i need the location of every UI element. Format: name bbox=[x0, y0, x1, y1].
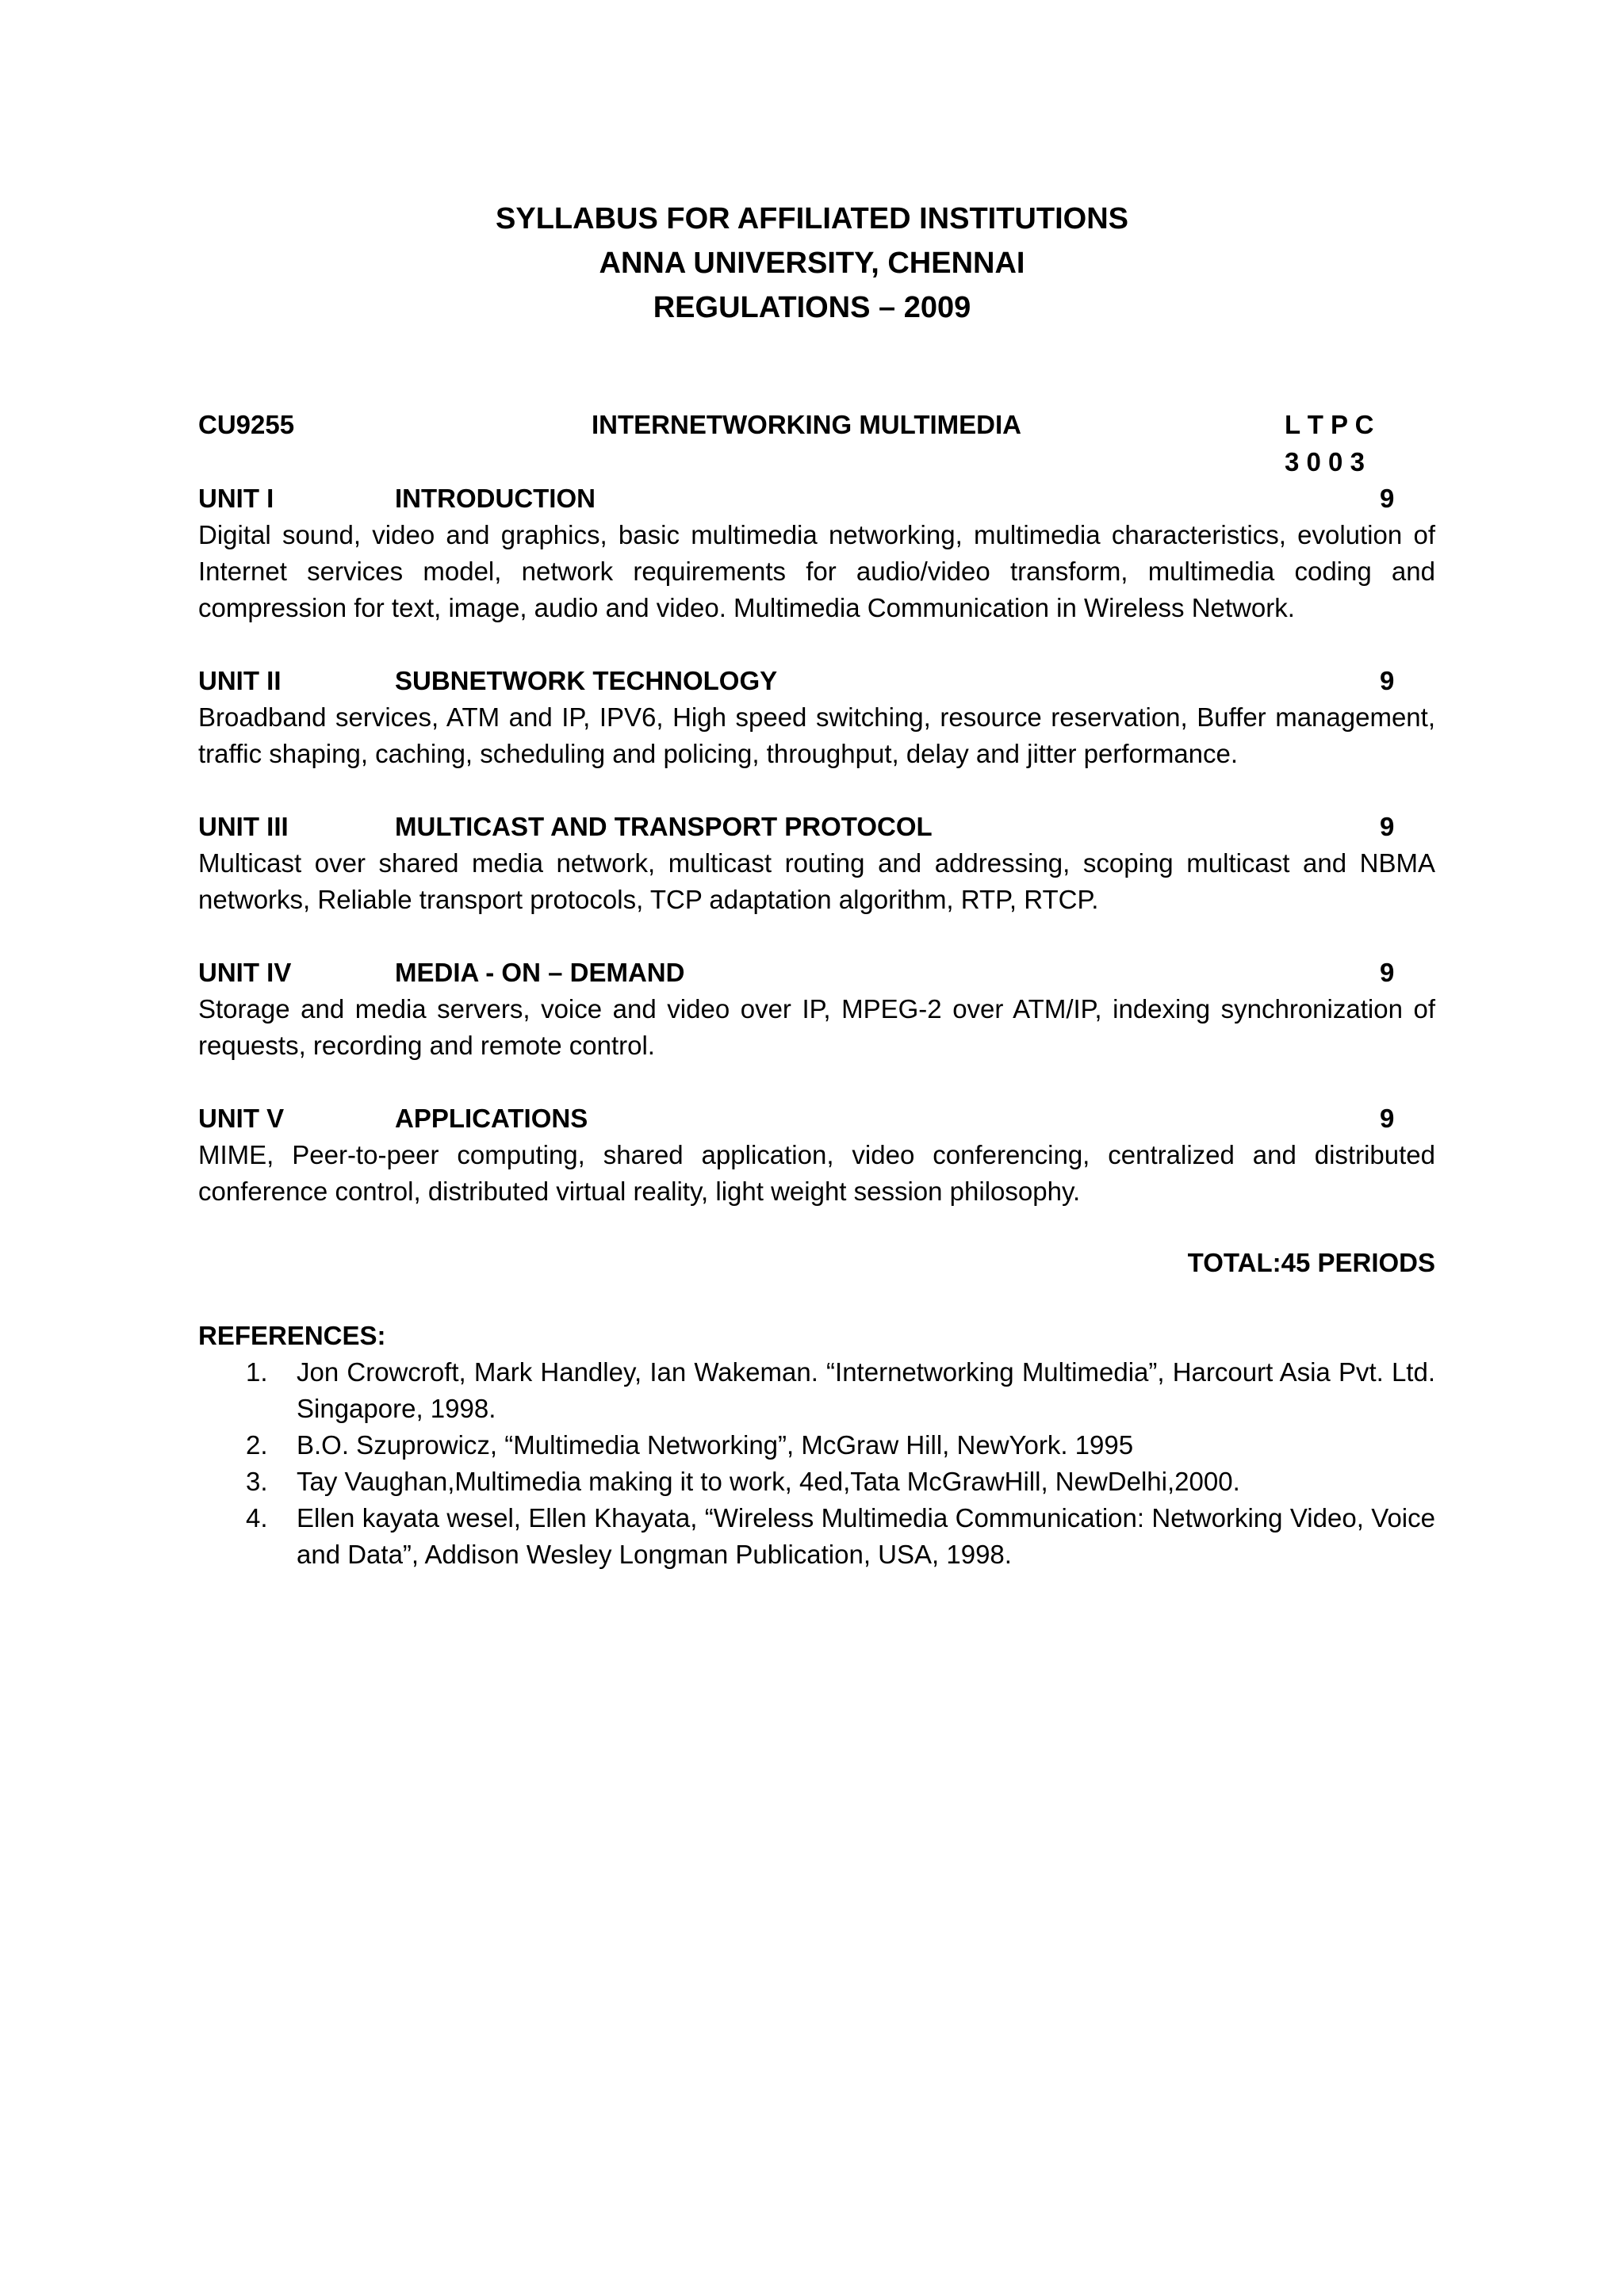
heading-regulations: REGULATIONS – 2009 bbox=[653, 291, 971, 324]
unit-hours: 9 bbox=[1380, 1104, 1395, 1133]
ltpc-values: 3 0 0 3 bbox=[1285, 447, 1365, 476]
references-heading: REFERENCES: bbox=[198, 1321, 386, 1350]
unit-hours: 9 bbox=[1380, 484, 1395, 513]
course-header bbox=[198, 406, 1435, 444]
unit-hours: 9 bbox=[1380, 666, 1395, 695]
unit-number: UNIT II bbox=[198, 666, 282, 695]
reference-text: Jon Crowcroft, Mark Handley, Ian Wakeman. “Internetworking Multimedia”, Harcourt Asia Pvt. Ltd. Singapore, 1998. bbox=[297, 1357, 1435, 1423]
unit-section bbox=[198, 663, 1435, 772]
reference-text: B.O. Szuprowicz, “Multimedia Networking”, McGraw Hill, NewYork. 1995 bbox=[297, 1430, 1134, 1460]
unit-title: INTRODUCTION bbox=[395, 484, 596, 513]
reference-item bbox=[198, 1427, 1435, 1464]
reference-item bbox=[198, 1464, 1435, 1500]
unit-description: Broadband services, ATM and IP, IPV6, High speed switching, resource reservation, Buffer management, traffic shaping, caching, scheduling and policing, throughput, delay and jitter performance. bbox=[198, 702, 1435, 768]
reference-number: 2. bbox=[246, 1430, 268, 1460]
syllabus-content bbox=[198, 406, 1435, 1573]
unit-description: Digital sound, video and graphics, basic multimedia networking, multimedia characteristics, evolution of Internet services model, network requirements for audio/video transform, multimedia coding and compression for text, image, audio and video. Multimedia Communication in Wireless Network. bbox=[198, 520, 1435, 622]
ltpc-label: L T P C bbox=[1285, 410, 1374, 439]
unit-section bbox=[198, 809, 1435, 918]
unit-number: UNIT V bbox=[198, 1104, 285, 1133]
unit-header bbox=[198, 809, 1435, 845]
heading-syllabus: SYLLABUS FOR AFFILIATED INSTITUTIONS bbox=[496, 202, 1128, 235]
reference-text: Ellen kayata wesel, Ellen Khayata, “Wireless Multimedia Communication: Networking Video, Voice and Data”, Addison Wesley Longman Publication, USA, 1998. bbox=[297, 1503, 1435, 1569]
unit-description: Storage and media servers, voice and video over IP, MPEG-2 over ATM/IP, indexing synchronization of requests, recording and remote control. bbox=[198, 994, 1435, 1060]
unit-header bbox=[198, 480, 1435, 517]
unit-description: MIME, Peer-to-peer computing, shared application, video conferencing, centralized and distributed conference control, distributed virtual reality, light weight session philosophy. bbox=[198, 1140, 1435, 1206]
course-title: INTERNETWORKING MULTIMEDIA bbox=[592, 410, 1022, 439]
unit-hours: 9 bbox=[1380, 812, 1395, 841]
references-list bbox=[198, 1354, 1435, 1573]
unit-number: UNIT I bbox=[198, 484, 274, 513]
unit-header bbox=[198, 955, 1435, 991]
heading-university: ANNA UNIVERSITY, CHENNAI bbox=[599, 247, 1025, 280]
reference-item bbox=[198, 1500, 1435, 1573]
reference-text: Tay Vaughan,Multimedia making it to work, 4ed,Tata McGrawHill, NewDelhi,2000. bbox=[297, 1467, 1240, 1496]
course-code: CU9255 bbox=[198, 410, 295, 439]
reference-number: 3. bbox=[246, 1467, 268, 1496]
total-periods: TOTAL:45 PERIODS bbox=[1187, 1248, 1435, 1277]
unit-header bbox=[198, 663, 1435, 699]
unit-hours: 9 bbox=[1380, 958, 1395, 987]
unit-section bbox=[198, 1100, 1435, 1210]
unit-number: UNIT IV bbox=[198, 958, 292, 987]
reference-number: 4. bbox=[246, 1503, 268, 1533]
unit-section bbox=[198, 955, 1435, 1064]
reference-item bbox=[198, 1354, 1435, 1427]
unit-title: MULTICAST AND TRANSPORT PROTOCOL bbox=[395, 812, 933, 841]
ltpc-values-row bbox=[198, 444, 1435, 480]
unit-title: MEDIA - ON – DEMAND bbox=[395, 958, 685, 987]
unit-title: APPLICATIONS bbox=[395, 1104, 588, 1133]
document-heading bbox=[0, 197, 1624, 330]
reference-number: 1. bbox=[246, 1357, 268, 1387]
unit-number: UNIT III bbox=[198, 812, 289, 841]
unit-description: Multicast over shared media network, multicast routing and addressing, scoping multicast and NBMA networks, Reliable transport protocols, TCP adaptation algorithm, RTP, RTCP. bbox=[198, 848, 1435, 914]
unit-section bbox=[198, 480, 1435, 626]
unit-header bbox=[198, 1100, 1435, 1137]
unit-title: SUBNETWORK TECHNOLOGY bbox=[395, 666, 778, 695]
